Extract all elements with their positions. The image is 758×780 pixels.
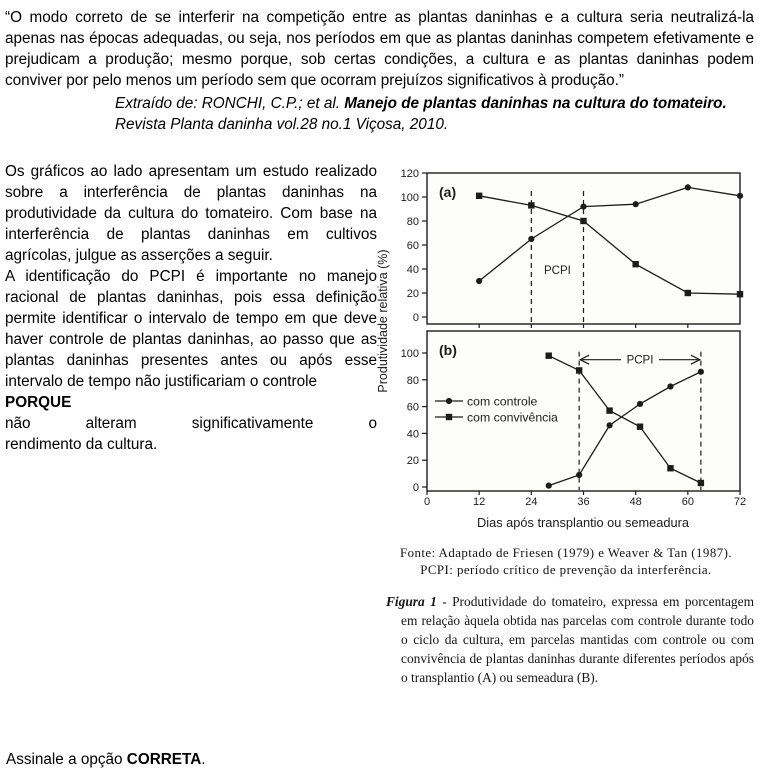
svg-text:80: 80 xyxy=(406,374,419,387)
svg-text:120: 120 xyxy=(400,168,419,180)
figure-source-line-1: Fonte: Adaptado de Friesen (1979) e Weaver & Tan (1987). xyxy=(399,546,733,560)
figure-chart xyxy=(377,161,755,539)
assertion-2 xyxy=(5,413,377,455)
figure-source-line-2: PCPI: período crítico de prevenção da interferência. xyxy=(420,563,712,577)
footer-instruction xyxy=(6,751,206,769)
figure-caption-label: Figura 1 xyxy=(386,594,437,609)
svg-text:20: 20 xyxy=(406,288,419,300)
assertion-2-line-1: não alteram significativamente o xyxy=(5,415,377,432)
assertion-2-line-2: rendimento da cultura. xyxy=(5,436,158,453)
pcpi-annotation: PCPI xyxy=(626,354,654,367)
svg-text:24: 24 xyxy=(525,496,538,508)
svg-text:0: 0 xyxy=(412,312,419,324)
panel-label: (b) xyxy=(439,342,457,358)
citation-suffix: Revista Planta daninha vol.28 no.1 Viçosa, 2010. xyxy=(115,116,449,133)
question-text-column xyxy=(5,161,377,687)
svg-text:12: 12 xyxy=(473,496,486,508)
study-intro-paragraph: Os gráficos ao lado apresentam um estudo realizado sobre a interferência de plantas daninhas na produtividade da cultura do tomateiro. Com base na interferência de plantas daninhas em cultivos agrícolas, julgue as asserções a seguir. xyxy=(5,163,377,264)
svg-text:100: 100 xyxy=(400,192,419,204)
svg-text:20: 20 xyxy=(406,455,419,468)
pcpi-annotation: PCPI xyxy=(543,264,571,277)
svg-text:60: 60 xyxy=(406,401,419,414)
svg-text:60: 60 xyxy=(406,240,419,252)
porque-connector: PORQUE xyxy=(5,394,72,411)
svg-text:com convivência: com convivência xyxy=(467,410,558,425)
footer-prefix: Assinale a opção xyxy=(6,751,127,768)
svg-text:80: 80 xyxy=(406,216,419,228)
svg-text:40: 40 xyxy=(406,428,419,441)
panel-a xyxy=(401,168,744,328)
svg-text:com controle: com controle xyxy=(467,394,538,409)
assertion-1: A identificação do PCPI é importante no manejo racional de plantas daninhas, pois essa definição permite identificar o intervalo de tempo em que deve haver controle de plantas daninhas, ao passo que as plantas daninhas presentes antes ou após esse intervalo de tempo não justificariam o controle xyxy=(5,268,377,390)
figure-column xyxy=(377,161,755,687)
quote-paragraph: “O modo correto de se interferir na competição entre as plantas daninhas e a cultura seria neutralizá-la apenas nas épocas adequadas, ou seja, nos períodos em que as plantas daninhas competem efetivamente e prejudicam a produção; mesmo porque, sob certas condições, a cultura e as plantas daninhas podem conviver por pelo menos um período sem que ocorram prejuízos significativos à produção.” xyxy=(5,9,754,89)
svg-text:36: 36 xyxy=(577,496,590,508)
svg-text:60: 60 xyxy=(681,496,694,508)
svg-text:100: 100 xyxy=(400,348,419,360)
svg-text:72: 72 xyxy=(733,496,747,508)
panel-label: (a) xyxy=(439,184,457,200)
citation xyxy=(115,93,757,135)
footer-bold-word: CORRETA xyxy=(126,751,202,768)
figure-source xyxy=(377,545,755,579)
x-axis-label: Dias após transplantio ou semeadura xyxy=(477,515,689,530)
citation-prefix: Extraído de: RONCHI, C.P.; et al. xyxy=(115,95,345,112)
figure-caption xyxy=(386,592,754,687)
panel-b xyxy=(401,331,746,508)
figure-caption-text: - Produtividade do tomateiro, expressa em porcentagem em relação àquela obtida nas parcelas com controle durante todo o ciclo da cultura, em parcelas mantidas com controle ou com convivência de plantas daninhas durante diferentes períodos após o transplantio (A) ou semeadura (B). xyxy=(401,594,754,685)
svg-text:0: 0 xyxy=(412,482,419,494)
y-axis-label: Produtividade relativa (%) xyxy=(376,249,390,393)
content-columns xyxy=(5,161,754,687)
citation-title: Manejo de plantas daninhas na cultura do tomateiro. xyxy=(344,95,727,112)
footer-suffix: . xyxy=(201,751,206,768)
svg-text:0: 0 xyxy=(423,496,431,508)
svg-text:40: 40 xyxy=(406,264,419,276)
svg-text:48: 48 xyxy=(629,496,642,508)
